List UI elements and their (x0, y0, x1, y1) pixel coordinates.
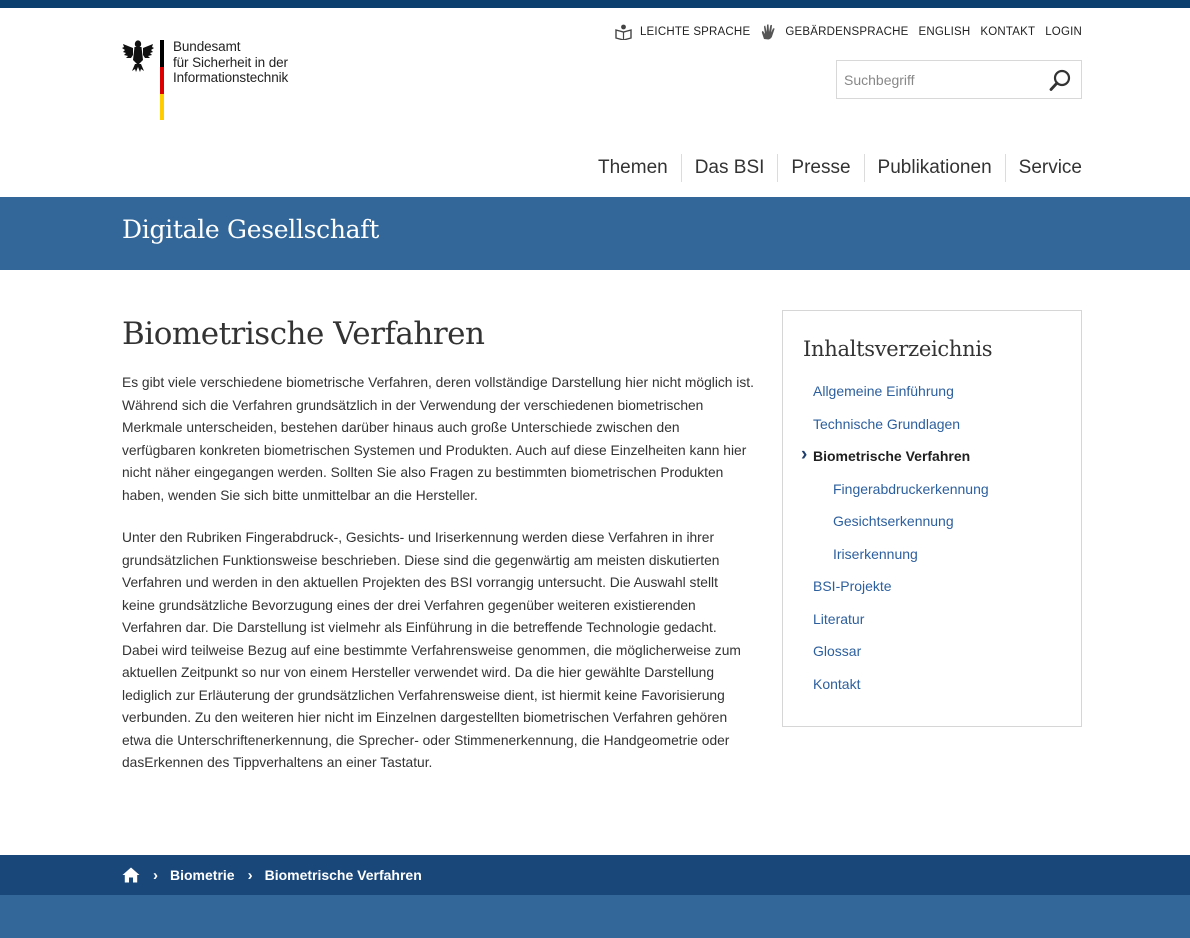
home-icon[interactable] (122, 867, 140, 883)
search-input[interactable] (837, 61, 1047, 98)
toc-item-glossar[interactable]: Glossar (813, 643, 862, 659)
toc-item-literatur[interactable]: Literatur (813, 610, 865, 627)
toc-list (813, 383, 989, 708)
logo-line-2: für Sicherheit in der (173, 54, 288, 70)
nav-publikationen[interactable]: Publikationen (864, 154, 1005, 182)
paragraph-2: Unter den Rubriken Fingerabdruck-, Gesichts- und Iriserkennung werden diese Verfahren in ihrer grundsätzlichen Funktionsweise beschrieben. Diese sind die gegenwärtig am meisten diskutierten Verfahren und werden in den aktuellen Projekten des BSI vorrangig untersucht. Die Auswahl stellt keine grundsätzliche Bevorzugung eines der drei Verfahren gegenüber weiteren existierenden Verfahren dar. Die Darstellung ist vielmehr als Einführung in die betreffende Technologie gedacht. Dabei wird teilweise Bezug auf eine bestimmte Verfahrensweise genommen, die möglicherweise zum aktuellen Zeitpunkt so nur von einem Hersteller verwendet wird. Da die hier gewählte Darstellung lediglich zur Erläuterung der grundsätzlichen Verfahrensweise dient, ist hiermit keine Favorisierung verbunden. Zu den weiteren hier nicht im Einzelnen dargestellten biometrischen Verfahren gehören etwa die Unterschriftenerkennung, die Sprecher- oder Stimmenerkennung, die Handgeometrie oder dasErkennen des Tippverhaltens an einer Tastatur. (122, 530, 741, 770)
main-navigation (585, 154, 1082, 182)
page-title: Biometrische Verfahren (122, 316, 485, 352)
toc-item-allgemeine-einfuehrung[interactable]: Allgemeine Einführung (813, 383, 954, 399)
section-title: Digitale Gesellschaft (122, 215, 379, 244)
english-label: ENGLISH (918, 26, 971, 38)
logo-line-3: Informationstechnik (173, 70, 289, 85)
nav-service[interactable]: Service (1005, 154, 1082, 182)
section-banner (0, 197, 1190, 270)
gebaerdensprache-link[interactable] (760, 24, 908, 40)
bsi-logo[interactable] (122, 38, 322, 122)
table-of-contents (782, 310, 1082, 727)
gebaerdensprache-label: GEBÄRDENSPRACHE (785, 26, 909, 38)
breadcrumb-biometrie[interactable]: Biometrie (170, 867, 235, 883)
top-accent-bar (0, 0, 1190, 8)
breadcrumb-biometrische-verfahren[interactable]: Biometrische Verfahren (264, 867, 422, 883)
kontakt-label: KONTAKT (980, 26, 1036, 38)
login-label: LOGIN (1045, 26, 1082, 38)
toc-item-technische-grundlagen[interactable]: Technische Grundlagen (813, 415, 961, 432)
chevron-right-icon: › (247, 866, 253, 884)
search-box (836, 60, 1082, 99)
toc-item-iriserkennung[interactable]: Iriserkennung (833, 545, 918, 562)
meta-navigation (605, 24, 1082, 40)
toc-title: Inhaltsverzeichnis (803, 337, 993, 361)
leichte-sprache-icon (615, 24, 632, 40)
leichte-sprache-link[interactable] (615, 24, 750, 40)
nav-presse[interactable]: Presse (777, 154, 863, 182)
nav-themen[interactable]: Themen (598, 157, 668, 178)
leichte-sprache-label: LEICHTE SPRACHE (639, 26, 751, 38)
kontakt-link[interactable] (980, 26, 1035, 38)
chevron-right-icon: › (153, 866, 158, 884)
main-content (122, 316, 754, 795)
footer (0, 895, 1190, 938)
toc-item-kontakt[interactable]: Kontakt (813, 675, 861, 692)
toc-item-fingerabdruckerkennung[interactable]: Fingerabdruckerkennung (833, 480, 989, 497)
paragraph-1: Es gibt viele verschiedene biometrische Verfahren, deren vollständige Darstellung hier nicht möglich ist. Während sich die Verfahren grundsätzlich in der Verwendung der verschiedenen biometrischen Merkmale unterscheiden, bestehen darüber hinaus auch große Unterschiede zwischen den verfügbaren konkreten biometrischen Systemen und Produkten. Auch auf diese Einzelheiten kann hier nicht näher eingegangen werden. Sollten Sie also Fragen zu bestimmten biometrischen Produkten haben, wenden Sie sich bitte unmittelbar an die Hersteller. (122, 375, 754, 503)
toc-item-bsi-projekte[interactable]: BSI-Projekte (813, 578, 892, 594)
german-flag-stripe (160, 40, 164, 120)
logo-text (173, 39, 288, 86)
logo-line-1: Bundesamt (173, 39, 241, 54)
breadcrumb-items (122, 855, 422, 895)
nav-das-bsi[interactable]: Das BSI (681, 154, 778, 182)
english-link[interactable] (918, 26, 970, 38)
toc-item-biometrische-verfahren[interactable]: › Biometrische Verfahren (813, 448, 989, 481)
search-icon[interactable] (1049, 69, 1071, 91)
login-link[interactable] (1045, 26, 1082, 38)
toc-item-gesichtserkennung[interactable]: Gesichtserkennung (833, 513, 954, 529)
hand-icon (760, 24, 777, 40)
breadcrumb (0, 855, 1190, 895)
eagle-icon (122, 38, 154, 72)
